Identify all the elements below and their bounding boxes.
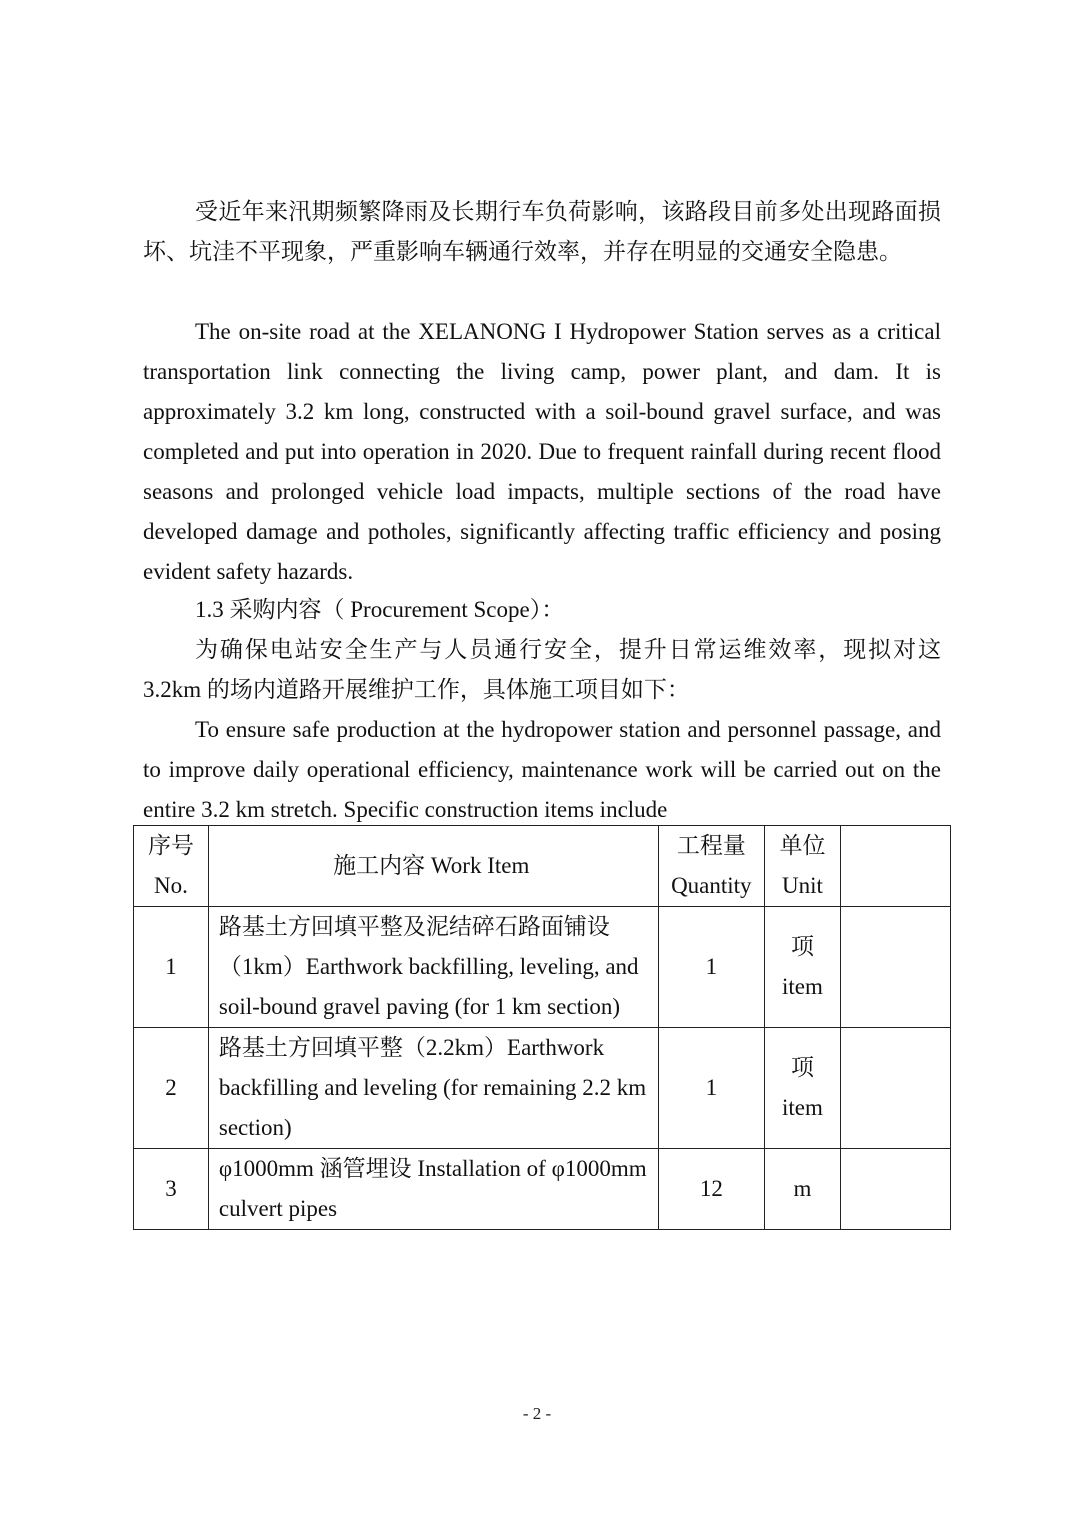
row-unit-en: item: [782, 974, 823, 999]
table-header-row: [134, 826, 951, 907]
row-work-item: φ1000mm 涵管埋设 Installation of φ1000mm culvert pipes: [208, 1149, 658, 1230]
header-blank: [841, 826, 951, 907]
row-no: 3: [134, 1149, 209, 1230]
row-unit: [764, 1149, 840, 1230]
row-unit-en: item: [782, 1095, 823, 1120]
table-row: [134, 1149, 951, 1230]
header-unit-en: Unit: [782, 873, 823, 898]
row-work-item: 路基土方回填平整及泥结碎石路面铺设（1km）Earthwork backfilling, leveling, and soil-bound gravel paving (for 1 km section): [208, 907, 658, 1028]
header-work-item: 施工内容 Work Item: [208, 826, 658, 907]
row-unit-cn: 项: [790, 934, 814, 959]
paragraph-scope-en: To ensure safe production at the hydropower station and personnel passage, and to improve daily operational efficiency, maintenance work will be carried out on the entire 3.2 km stretch. Specific construction items include: [143, 717, 941, 822]
row-unit-cn: m: [793, 1176, 812, 1201]
row-quantity: 12: [658, 1149, 764, 1230]
header-quantity-cn: 工程量: [676, 833, 746, 858]
header-no-cn: 序号: [147, 833, 194, 858]
row-no: 1: [134, 907, 209, 1028]
paragraph-scope-cn: 为确保电站安全生产与人员通行安全，提升日常运维效率，现拟对这3.2km 的场内道路开展维护工作，具体施工项目如下：: [143, 637, 941, 702]
table-row: [134, 907, 951, 1028]
section-heading-procurement-scope: 1.3 采购内容（ Procurement Scope）：: [195, 597, 565, 622]
paragraph-road-description-en: The on-site road at the XELANONG I Hydropower Station serves as a critical transportation link connecting the living camp, power plant, and dam. It is approximately 3.2 km long, constructed with a soil-bound gravel surface, and was completed and put into operation in 2020. Due to frequent rainfall during recent flood seasons and prolonged vehicle load impacts, multiple sections of the road have developed damage and potholes, significantly affecting traffic efficiency and posing evident safety hazards.: [143, 319, 941, 584]
header-unit: [764, 826, 840, 907]
paragraph-road-damage-cn: 受近年来汛期频繁降雨及长期行车负荷影响，该路段目前多处出现路面损坏、坑洼不平现象，严重影响车辆通行效率，并存在明显的交通安全隐患。: [143, 199, 941, 264]
page-number: - 2 -: [522, 1404, 552, 1423]
header-quantity: [658, 826, 764, 907]
header-no-en: No.: [154, 873, 188, 898]
row-unit: [764, 907, 840, 1028]
row-no: 2: [134, 1028, 209, 1149]
row-blank: [841, 1149, 951, 1230]
row-unit-cn: 项: [790, 1055, 814, 1080]
row-work-item: 路基土方回填平整（2.2km）Earthwork backfilling and leveling (for remaining 2.2 km section): [208, 1028, 658, 1149]
header-no: [134, 826, 209, 907]
row-quantity: 1: [658, 1028, 764, 1149]
header-quantity-en: Quantity: [671, 873, 752, 898]
row-unit: [764, 1028, 840, 1149]
header-unit-cn: 单位: [779, 833, 826, 858]
row-quantity: 1: [658, 907, 764, 1028]
row-blank: [841, 1028, 951, 1149]
table-row: [134, 1028, 951, 1149]
work-items-table: [133, 825, 951, 1230]
row-blank: [841, 907, 951, 1028]
